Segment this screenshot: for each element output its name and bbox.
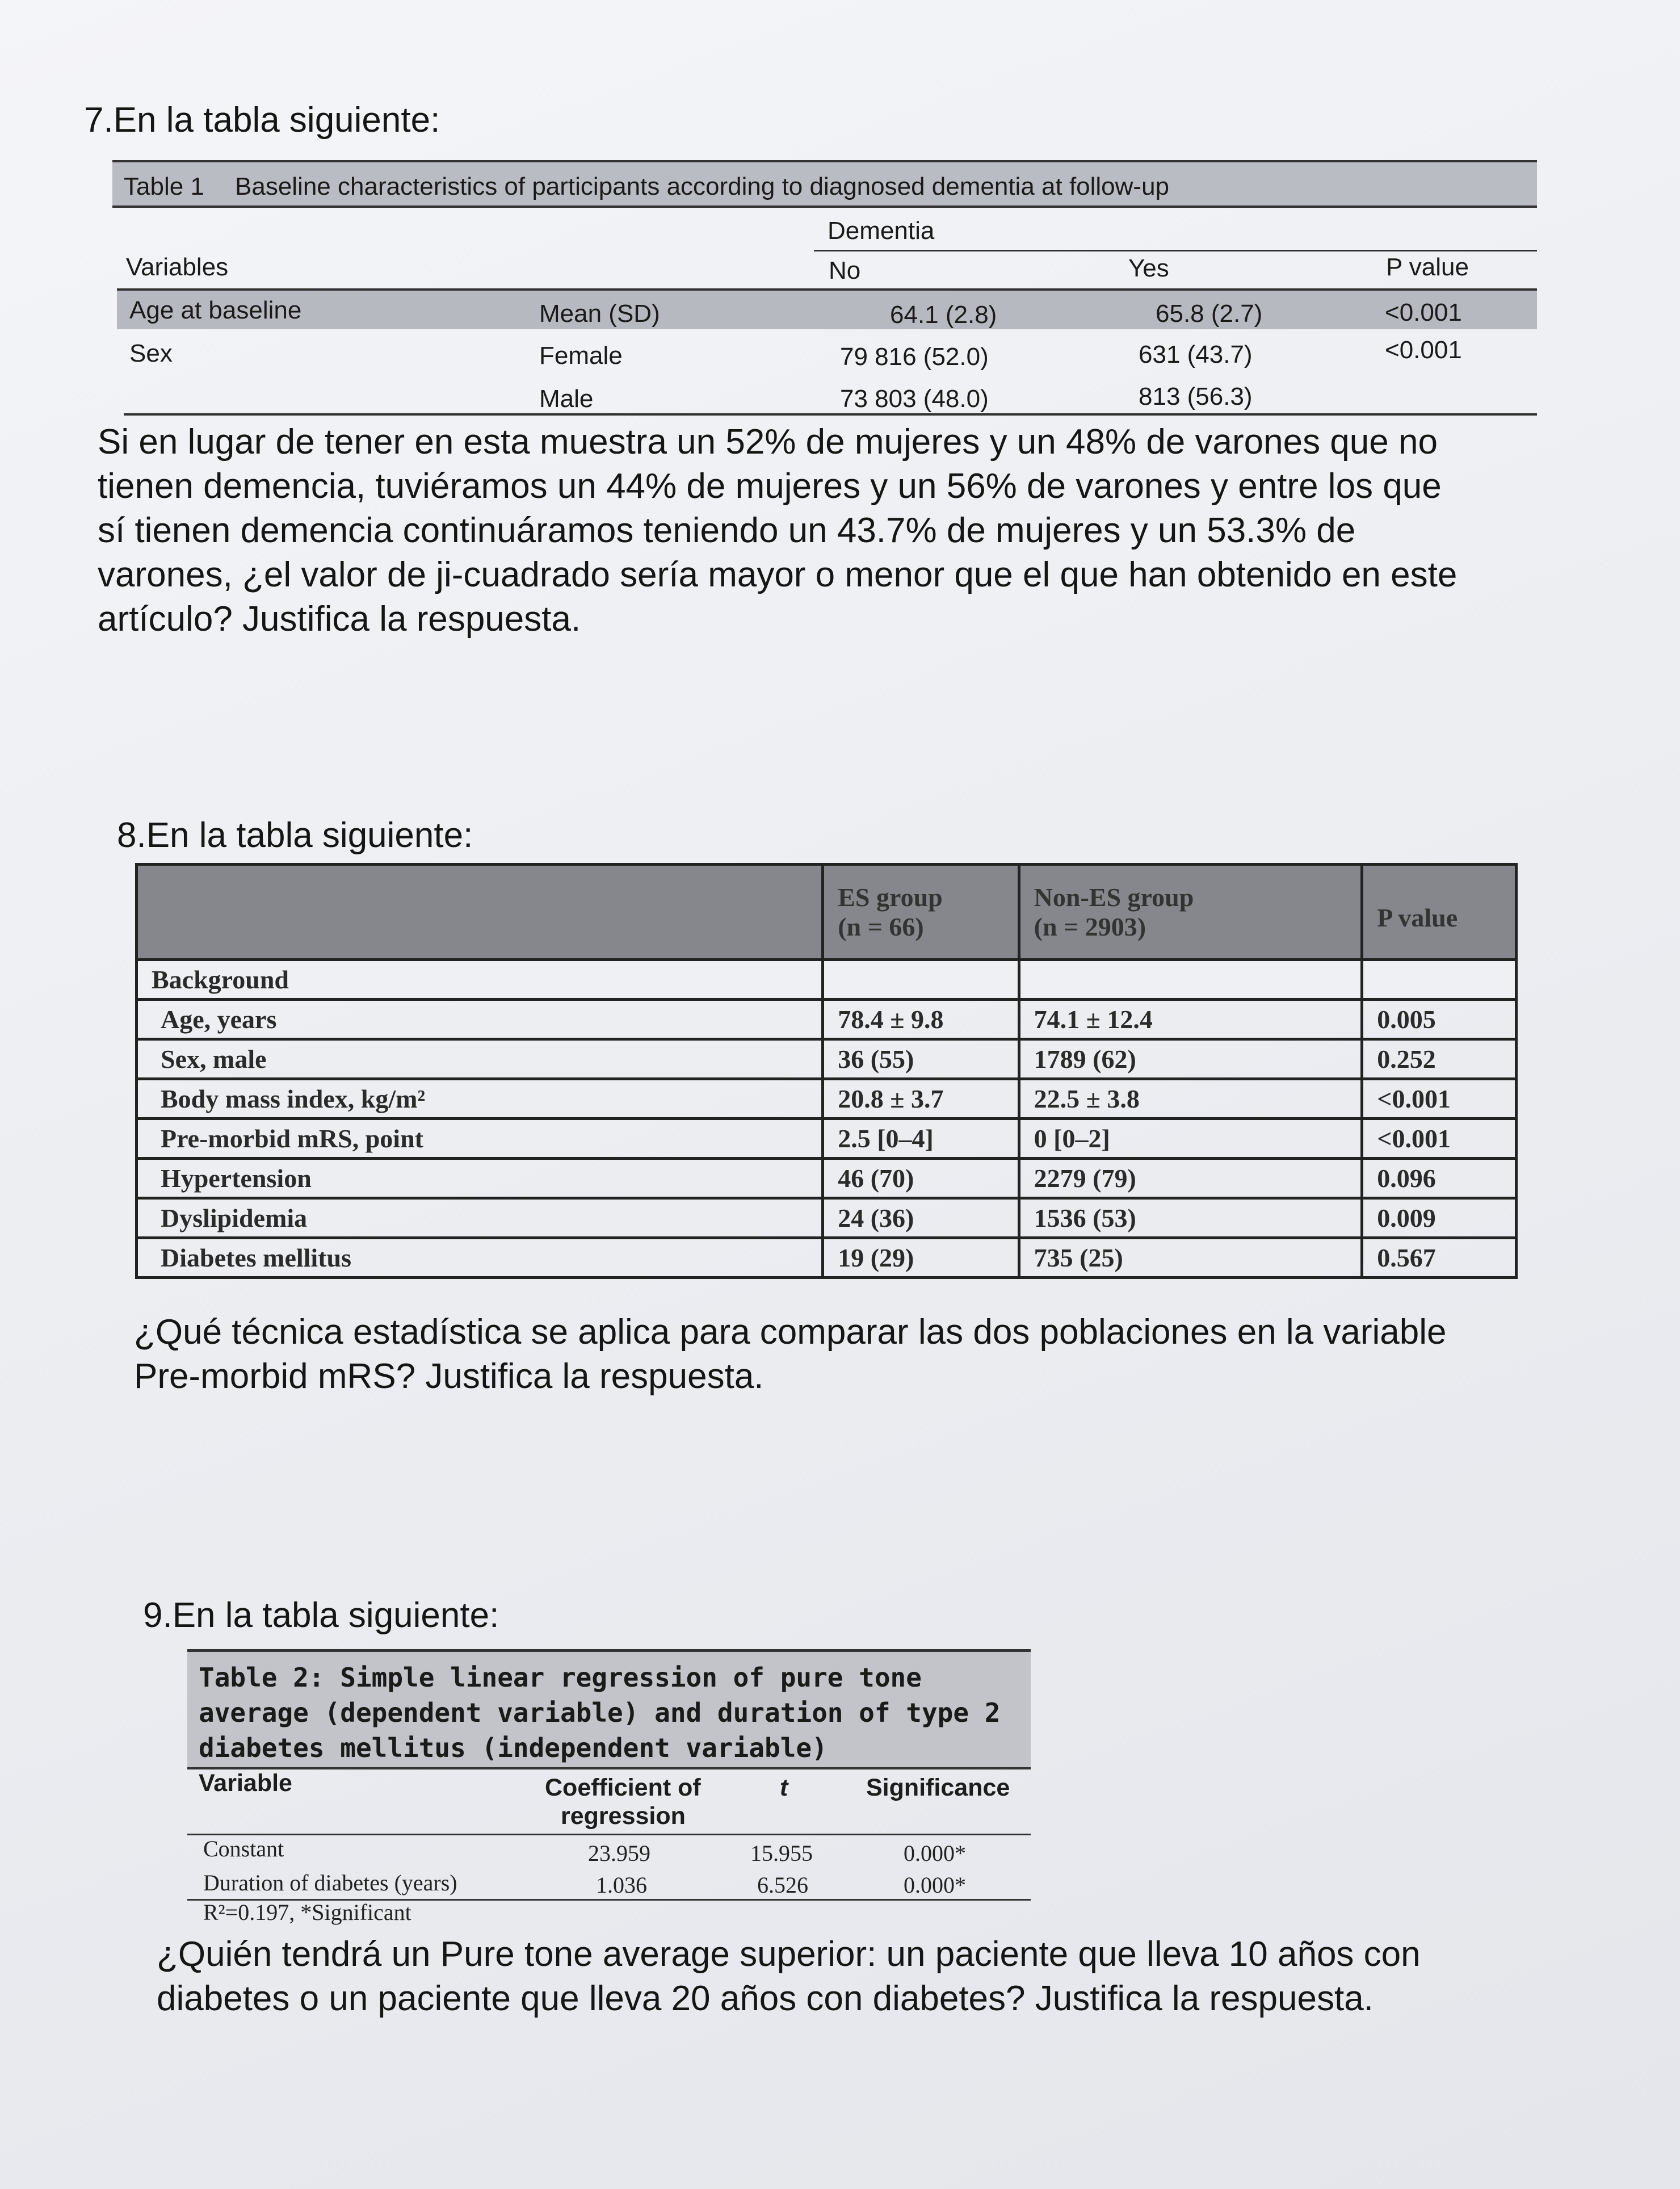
row-yes-value: 631 (43.7) bbox=[1139, 341, 1253, 368]
col-no: No bbox=[829, 257, 861, 284]
table-bottom-rule bbox=[124, 413, 1537, 416]
es-group-table bbox=[135, 863, 1518, 1311]
table-title-text: Baseline characteristics of participants according to diagnosed dementia at follow-up bbox=[235, 173, 1170, 200]
row-p-value: <0.001 bbox=[1385, 299, 1462, 326]
row-stat: Mean (SD) bbox=[539, 300, 660, 328]
q8-heading: 8.En la tabla siguiente: bbox=[117, 816, 473, 855]
col-yes: Yes bbox=[1128, 254, 1169, 282]
row-variable: Age at baseline bbox=[129, 296, 302, 324]
table-row bbox=[137, 1119, 1517, 1159]
col-variables: Variables bbox=[126, 253, 229, 281]
row-es-value: 36 (55) bbox=[823, 1039, 1019, 1079]
table-title-bar bbox=[112, 160, 1537, 208]
row-label: Hypertension bbox=[137, 1159, 823, 1198]
row-es-value: 78.4 ± 9.8 bbox=[823, 1000, 1019, 1039]
row-non-es-value: 74.1 ± 12.4 bbox=[1019, 1000, 1362, 1039]
row-p-value: 0.096 bbox=[1362, 1159, 1517, 1198]
row-es-value: 20.8 ± 3.7 bbox=[823, 1079, 1019, 1119]
q9-question bbox=[157, 1932, 1500, 2021]
col-significance: Significance bbox=[866, 1774, 1010, 1801]
col-coefficient-line2: regression bbox=[561, 1802, 686, 1830]
col-variable: Variable bbox=[199, 1769, 292, 1797]
row-no-value: 64.1 (2.8) bbox=[890, 301, 997, 329]
row-p-value: 0.567 bbox=[1362, 1238, 1517, 1278]
table-row bbox=[137, 1198, 1517, 1238]
empty-cell bbox=[1362, 960, 1517, 1000]
section-row bbox=[137, 960, 1517, 1000]
row-es-value: 2.5 [0–4] bbox=[823, 1119, 1019, 1159]
col-p-value: P value bbox=[1386, 253, 1469, 281]
table-row bbox=[137, 1039, 1517, 1079]
row-variable: Sex bbox=[129, 339, 173, 367]
regression-table bbox=[187, 1649, 1031, 1927]
row-p-value: 0.252 bbox=[1362, 1039, 1517, 1079]
row-non-es-value: 1789 (62) bbox=[1019, 1039, 1362, 1079]
question-line: sí tienen demencia continuáramos teniendo un 43.7% de mujeres y un 53.3% de bbox=[98, 511, 1356, 550]
q7-question bbox=[98, 420, 1543, 641]
question-line: tienen demencia, tuviéramos un 44% de mujeres y un 56% de varones y entre los que bbox=[98, 467, 1442, 506]
row-label: Body mass index, kg/m² bbox=[137, 1079, 823, 1119]
footnote: R²=0.197, *Significant bbox=[203, 1899, 411, 1925]
row-non-es-value: 735 (25) bbox=[1019, 1238, 1362, 1278]
row-label: Dyslipidemia bbox=[137, 1198, 823, 1238]
header-empty-cell bbox=[137, 865, 823, 960]
row-es-value: 24 (36) bbox=[823, 1198, 1019, 1238]
question-line: diabetes o un paciente que lleva 20 años con diabetes? Justifica la respuesta. bbox=[157, 1979, 1374, 2018]
question-line: artículo? Justifica la respuesta. bbox=[98, 599, 581, 639]
question-line: ¿Qué técnica estadística se aplica para comparar las dos poblaciones en la variable bbox=[134, 1312, 1447, 1352]
row-stat: Female bbox=[539, 342, 623, 370]
header-es-group bbox=[823, 865, 1019, 960]
row-p-value: 0.005 bbox=[1362, 1000, 1517, 1039]
question-line: Pre-morbid mRS? Justifica la respuesta. bbox=[134, 1357, 764, 1396]
row-stat: Male bbox=[539, 385, 594, 413]
header-rule bbox=[187, 1834, 1031, 1835]
section-label: Background bbox=[137, 960, 823, 1000]
table-header-row bbox=[137, 865, 1517, 960]
title-line: average (dependent variable) and duration of type 2 bbox=[199, 1697, 1001, 1728]
row-no-value: 73 803 (48.0) bbox=[840, 385, 989, 413]
row-label: Pre-morbid mRS, point bbox=[137, 1119, 823, 1159]
row-non-es-value: 2279 (79) bbox=[1019, 1159, 1362, 1198]
row-es-value: 19 (29) bbox=[823, 1238, 1019, 1278]
group-header-rule bbox=[814, 250, 1537, 251]
header-non-es-line1: Non-ES group bbox=[1034, 882, 1194, 912]
table-row bbox=[137, 1079, 1517, 1119]
row-non-es-value: 22.5 ± 3.8 bbox=[1019, 1079, 1362, 1119]
row-p-value: <0.001 bbox=[1385, 336, 1462, 364]
row-label: Constant bbox=[203, 1836, 284, 1861]
row-non-es-value: 0 [0–2] bbox=[1019, 1119, 1362, 1159]
title-line: Table 2: Simple linear regression of pure tone bbox=[199, 1662, 922, 1693]
row-label: Diabetes mellitus bbox=[137, 1238, 823, 1278]
row-t: 15.955 bbox=[750, 1840, 813, 1866]
table-row bbox=[137, 1159, 1517, 1198]
header-es-line2: (n = 66) bbox=[838, 912, 924, 941]
table-title-number: Table 1 bbox=[124, 173, 204, 200]
row-label: Duration of diabetes (years) bbox=[203, 1870, 457, 1896]
row-non-es-value: 1536 (53) bbox=[1019, 1198, 1362, 1238]
q9-heading: 9.En la tabla siguiente: bbox=[143, 1596, 499, 1635]
question-line: Si en lugar de tener en esta muestra un 52% de mujeres y un 48% de varones que no bbox=[98, 422, 1438, 462]
row-p-value: <0.001 bbox=[1362, 1119, 1517, 1159]
col-t: t bbox=[780, 1774, 788, 1801]
row-es-value: 46 (70) bbox=[823, 1159, 1019, 1198]
header-es-line1: ES group bbox=[838, 882, 943, 912]
regression-table-title bbox=[187, 1649, 1031, 1769]
row-label: Sex, male bbox=[137, 1039, 823, 1079]
row-yes-value: 813 (56.3) bbox=[1139, 383, 1253, 410]
row-label: Age, years bbox=[137, 1000, 823, 1039]
header-non-es-line2: (n = 2903) bbox=[1034, 912, 1146, 941]
baseline-table bbox=[112, 160, 1537, 416]
dementia-group-header: Dementia bbox=[828, 217, 935, 245]
row-p-value: <0.001 bbox=[1362, 1079, 1517, 1119]
row-significance: 0.000* bbox=[904, 1840, 966, 1866]
table-row bbox=[137, 1000, 1517, 1039]
title-line: diabetes mellitus (independent variable) bbox=[199, 1733, 828, 1763]
row-yes-value: 65.8 (2.7) bbox=[1156, 300, 1263, 328]
row-coef: 1.036 bbox=[596, 1872, 647, 1898]
es-table-grid bbox=[135, 863, 1518, 1279]
q8-question bbox=[134, 1310, 1522, 1399]
row-no-value: 79 816 (52.0) bbox=[840, 343, 989, 371]
empty-cell bbox=[823, 960, 1019, 1000]
age-row-shade bbox=[117, 288, 1537, 329]
row-coef: 23.959 bbox=[588, 1840, 650, 1866]
question-line: ¿Quién tendrá un Pure tone average superior: un paciente que lleva 10 años con bbox=[157, 1935, 1421, 1974]
col-coefficient-line1: Coefficient of bbox=[545, 1774, 701, 1801]
header-non-es-group bbox=[1019, 865, 1362, 960]
row-significance: 0.000* bbox=[904, 1872, 966, 1898]
q7-heading: 7.En la tabla siguiente: bbox=[84, 100, 440, 140]
header-p-value: P value bbox=[1362, 865, 1517, 960]
table-row bbox=[137, 1238, 1517, 1278]
question-line: varones, ¿el valor de ji-cuadrado sería mayor o menor que el que han obtenido en este bbox=[98, 555, 1458, 594]
empty-cell bbox=[1019, 960, 1362, 1000]
row-t: 6.526 bbox=[757, 1872, 808, 1898]
row-p-value: 0.009 bbox=[1362, 1198, 1517, 1238]
